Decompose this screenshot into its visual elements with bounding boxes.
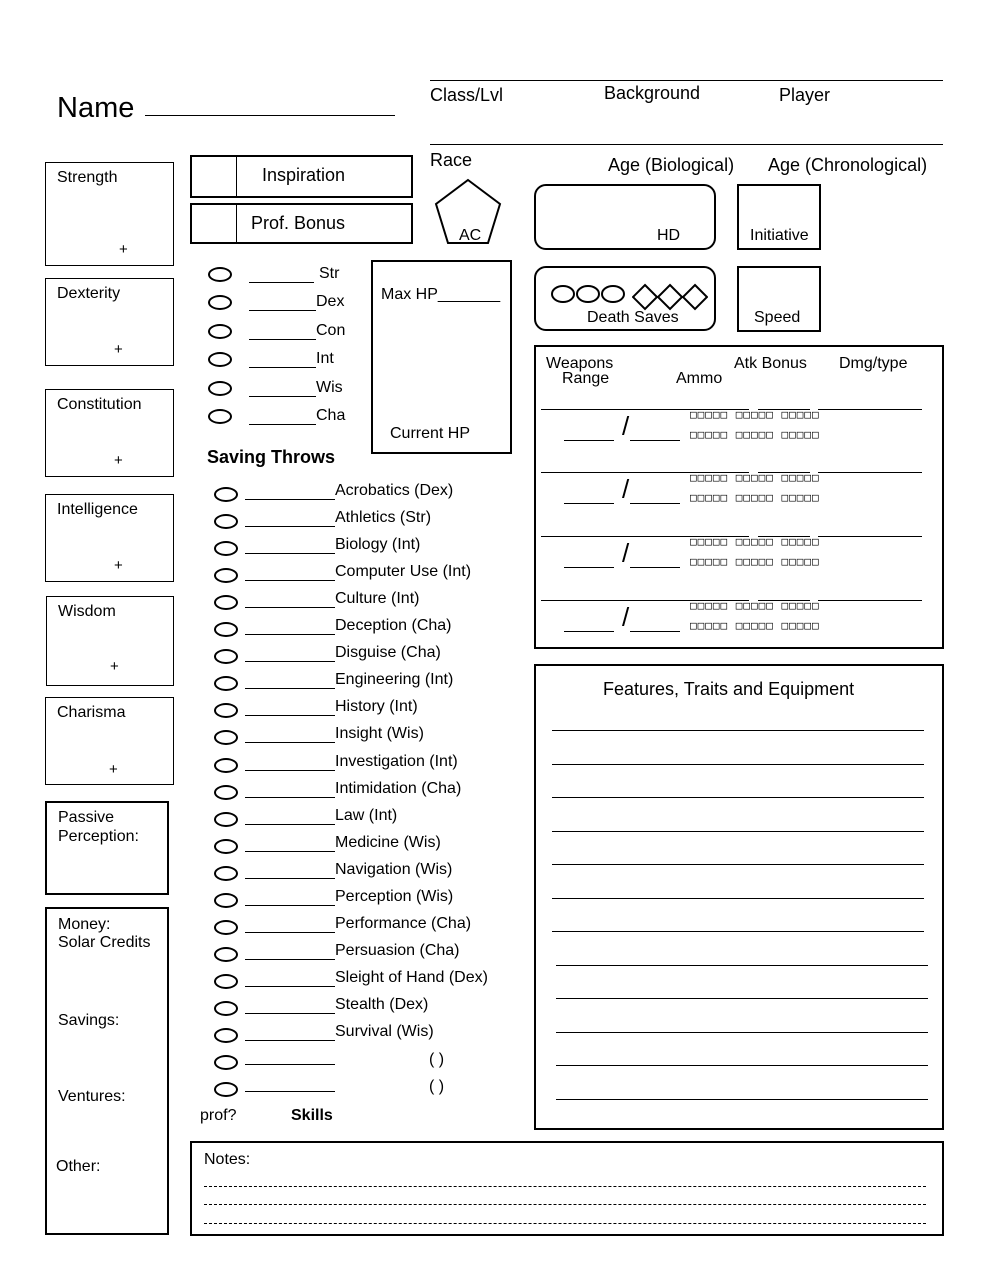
ventures-label: Ventures:	[58, 1088, 126, 1105]
skill-label: Intimidation (Cha)	[335, 780, 462, 797]
skill-modifier-field[interactable]	[245, 566, 335, 581]
solar-credits-label: Solar Credits	[58, 934, 151, 951]
skill-proficiency-toggle[interactable]	[214, 785, 238, 800]
dmg-type-field[interactable]	[818, 536, 922, 537]
feature-line[interactable]	[556, 1032, 928, 1033]
ammo-boxes[interactable]: □□□□□ □□□□□ □□□□□	[690, 535, 820, 548]
saving-throw-row	[249, 379, 343, 397]
hd-label: HD	[657, 227, 681, 244]
skill-row	[245, 969, 488, 987]
ammo-boxes[interactable]: □□□□□ □□□□□ □□□□□	[690, 491, 820, 504]
stat-box-strength[interactable]	[45, 162, 174, 266]
skill-label: Sleight of Hand (Dex)	[335, 969, 488, 986]
saving-throw-row	[249, 293, 344, 311]
name-label: Name	[57, 92, 135, 124]
skill-label: Investigation (Int)	[335, 753, 458, 770]
skill-proficiency-toggle[interactable]	[214, 839, 238, 854]
notes-line[interactable]	[204, 1186, 926, 1187]
stat-modifier: +	[119, 241, 128, 258]
skill-row	[245, 725, 424, 743]
saving-throw-row	[249, 265, 339, 283]
stat-modifier: +	[109, 761, 118, 778]
other-label: Other:	[56, 1158, 101, 1175]
ammo-boxes[interactable]: □□□□□ □□□□□ □□□□□	[690, 599, 820, 612]
range-label: Range	[562, 370, 610, 387]
skills-title: Skills	[291, 1107, 333, 1124]
name-field[interactable]	[145, 115, 395, 116]
skill-modifier-field[interactable]	[245, 891, 335, 906]
speed-box[interactable]	[737, 266, 821, 332]
player-label: Player	[779, 85, 831, 105]
money-box[interactable]	[45, 907, 169, 1235]
skill-label: Disguise (Cha)	[335, 644, 441, 661]
skill-modifier-field[interactable]	[245, 999, 335, 1014]
skill-row	[245, 644, 441, 662]
skill-label: Insight (Wis)	[335, 725, 424, 742]
feature-line[interactable]	[552, 730, 924, 731]
skill-label: Persuasion (Cha)	[335, 942, 460, 959]
range-slash: /	[622, 602, 630, 632]
header-mid-rule	[430, 144, 943, 145]
skill-modifier-field[interactable]	[245, 837, 335, 852]
ammo-boxes[interactable]: □□□□□ □□□□□ □□□□□	[690, 408, 820, 421]
skill-proficiency-toggle[interactable]	[214, 487, 238, 502]
skill-proficiency-toggle[interactable]	[214, 866, 238, 881]
skill-proficiency-toggle[interactable]	[214, 1055, 238, 1070]
save-proficiency-toggle[interactable]	[208, 267, 232, 282]
skill-row	[245, 888, 453, 906]
age-biological-label: Age (Biological)	[608, 155, 735, 175]
feature-line[interactable]	[556, 998, 928, 999]
background-label: Background	[604, 83, 701, 103]
skill-modifier-field[interactable]	[245, 674, 335, 689]
feature-line[interactable]	[556, 1099, 928, 1100]
skill-proficiency-toggle[interactable]	[214, 622, 238, 637]
save-proficiency-toggle[interactable]	[208, 409, 232, 424]
feature-line[interactable]	[552, 764, 924, 765]
stat-box-wisdom[interactable]	[46, 596, 174, 686]
atk-bonus-label: Atk Bonus	[734, 355, 807, 372]
save-label: Wis	[316, 379, 343, 396]
save-label: Cha	[316, 407, 346, 424]
skill-label: Engineering (Int)	[335, 671, 454, 688]
perception-label: Perception:	[58, 828, 139, 845]
skill-modifier-field[interactable]	[245, 945, 335, 960]
dmg-type-field[interactable]	[818, 600, 922, 601]
skill-modifier-field[interactable]	[245, 756, 335, 771]
range-long-field[interactable]	[630, 503, 680, 504]
stat-label: Constitution	[57, 396, 142, 413]
feature-line[interactable]	[556, 965, 928, 966]
save-modifier-field[interactable]	[249, 410, 316, 425]
passive-perception-box[interactable]	[45, 801, 169, 895]
ammo-boxes[interactable]: □□□□□ □□□□□ □□□□□	[690, 555, 820, 568]
skill-row	[245, 590, 419, 608]
save-modifier-field[interactable]	[249, 296, 316, 311]
stat-box-intelligence[interactable]	[45, 494, 174, 582]
skill-label: Performance (Cha)	[335, 915, 472, 932]
skill-proficiency-toggle[interactable]	[214, 758, 238, 773]
max-hp-label: Max HP_______	[381, 286, 501, 303]
hp-box[interactable]	[371, 260, 512, 454]
save-proficiency-toggle[interactable]	[208, 352, 232, 367]
speed-label: Speed	[754, 309, 801, 326]
save-label: Dex	[316, 293, 345, 310]
skill-row	[245, 509, 431, 527]
range-slash: /	[622, 474, 630, 504]
save-modifier-field[interactable]	[249, 325, 316, 340]
hit-dice-box[interactable]	[534, 184, 716, 250]
skill-row	[245, 915, 471, 933]
skill-row	[245, 753, 458, 771]
inspiration-label: Inspiration	[262, 165, 346, 185]
savings-label: Savings:	[58, 1012, 120, 1029]
skill-proficiency-toggle[interactable]	[214, 812, 238, 827]
ammo-boxes[interactable]: □□□□□ □□□□□ □□□□□	[690, 428, 820, 441]
skill-row	[245, 698, 418, 716]
stat-modifier: +	[114, 557, 123, 574]
range-short-field[interactable]	[564, 440, 614, 441]
ammo-boxes[interactable]: □□□□□ □□□□□ □□□□□	[690, 619, 820, 632]
save-proficiency-toggle[interactable]	[208, 381, 232, 396]
range-short-field[interactable]	[564, 503, 614, 504]
save-label: Int	[316, 350, 334, 367]
custom-skill-ability[interactable]: ( )	[429, 1078, 445, 1095]
skill-row	[245, 617, 452, 635]
skill-modifier-field[interactable]	[245, 539, 335, 554]
prof-bonus-value-cell[interactable]	[192, 205, 237, 242]
current-hp-label: Current HP	[390, 425, 471, 442]
skill-label: Navigation (Wis)	[335, 861, 453, 878]
skill-label: Culture (Int)	[335, 590, 420, 607]
save-proficiency-toggle[interactable]	[208, 295, 232, 310]
skill-proficiency-toggle[interactable]	[214, 947, 238, 962]
skill-modifier-field[interactable]	[245, 1026, 335, 1041]
skill-proficiency-toggle[interactable]	[214, 730, 238, 745]
dmg-type-label: Dmg/type	[839, 355, 908, 372]
skill-row	[245, 1050, 335, 1065]
skill-proficiency-toggle[interactable]	[214, 1001, 238, 1016]
weapons-label: Weapons	[546, 355, 614, 372]
skill-proficiency-toggle[interactable]	[214, 974, 238, 989]
skill-proficiency-toggle[interactable]	[214, 1082, 238, 1097]
skill-row	[245, 671, 453, 689]
skill-label: Medicine (Wis)	[335, 834, 441, 851]
inspiration-box[interactable]	[190, 155, 413, 198]
stat-label: Wisdom	[58, 603, 116, 620]
dmg-type-field[interactable]	[818, 472, 922, 473]
stat-label: Charisma	[57, 704, 126, 721]
saving-throw-row	[249, 350, 334, 368]
stat-box-constitution[interactable]	[45, 389, 174, 477]
skill-row	[245, 942, 460, 960]
header-top-rule	[430, 80, 943, 81]
notes-label: Notes:	[204, 1151, 251, 1168]
ammo-label: Ammo	[676, 370, 723, 387]
skill-proficiency-toggle[interactable]	[214, 568, 238, 583]
skill-row	[245, 536, 420, 554]
death-save-failures-icon[interactable]	[632, 283, 708, 311]
skill-proficiency-toggle[interactable]	[214, 703, 238, 718]
skill-label: History (Int)	[335, 698, 418, 715]
skill-modifier-field[interactable]	[245, 728, 335, 743]
skill-modifier-field[interactable]	[245, 647, 335, 662]
death-save-successes-icon[interactable]	[550, 282, 628, 306]
prof-bonus-box[interactable]	[190, 203, 413, 244]
skill-modifier-field[interactable]	[245, 701, 335, 716]
skill-label: Computer Use (Int)	[335, 563, 472, 580]
skill-row	[245, 563, 471, 581]
range-slash: /	[622, 538, 630, 568]
inspiration-value-cell[interactable]	[192, 157, 237, 196]
save-modifier-field[interactable]	[249, 268, 314, 283]
stat-modifier: +	[110, 658, 119, 675]
range-long-field[interactable]	[630, 567, 680, 568]
skill-row	[245, 482, 453, 500]
skill-proficiency-toggle[interactable]	[214, 893, 238, 908]
stat-label: Strength	[57, 169, 118, 186]
skill-proficiency-toggle[interactable]	[214, 676, 238, 691]
stat-label: Intelligence	[57, 501, 138, 518]
skill-label: Acrobatics (Dex)	[335, 482, 454, 499]
custom-skill-ability[interactable]: ( )	[429, 1051, 445, 1068]
stat-modifier: +	[114, 452, 123, 469]
weapons-box[interactable]	[534, 345, 944, 649]
skill-label: Deception (Cha)	[335, 617, 452, 634]
ammo-boxes[interactable]: □□□□□ □□□□□ □□□□□	[690, 471, 820, 484]
notes-box[interactable]	[190, 1141, 944, 1236]
feature-line[interactable]	[552, 931, 924, 932]
skill-label: Biology (Int)	[335, 536, 421, 553]
save-modifier-field[interactable]	[249, 382, 316, 397]
save-proficiency-toggle[interactable]	[208, 324, 232, 339]
skill-label: Law (Int)	[335, 807, 398, 824]
save-label: Con	[316, 322, 346, 339]
skill-label: Survival (Wis)	[335, 1023, 434, 1040]
age-chronological-label: Age (Chronological)	[768, 155, 928, 175]
feature-line[interactable]	[552, 864, 924, 865]
save-modifier-field[interactable]	[249, 353, 316, 368]
class-level-label: Class/Lvl	[430, 85, 504, 105]
features-title: Features, Traits and Equipment	[603, 679, 855, 699]
features-box[interactable]	[534, 664, 944, 1130]
feature-line[interactable]	[552, 831, 924, 832]
stat-box-charisma[interactable]	[45, 697, 174, 785]
race-label: Race	[430, 150, 473, 170]
skill-proficiency-toggle[interactable]	[214, 514, 238, 529]
death-saves-label: Death Saves	[587, 309, 679, 326]
skill-modifier-field[interactable]	[245, 593, 335, 608]
skill-modifier-field[interactable]	[245, 1050, 335, 1065]
initiative-box[interactable]	[737, 184, 821, 250]
skill-modifier-field[interactable]	[245, 810, 335, 825]
skill-row	[245, 834, 441, 852]
skill-proficiency-toggle[interactable]	[214, 649, 238, 664]
ac-label: AC	[459, 227, 482, 244]
range-short-field[interactable]	[564, 631, 614, 632]
save-label: Str	[319, 265, 340, 282]
stat-label: Dexterity	[57, 285, 121, 302]
skill-modifier-field[interactable]	[245, 485, 335, 500]
initiative-label: Initiative	[750, 227, 809, 244]
skill-proficiency-toggle[interactable]	[214, 1028, 238, 1043]
feature-line[interactable]	[552, 898, 924, 899]
saving-throw-row	[249, 322, 345, 340]
skill-modifier-field[interactable]	[245, 918, 335, 933]
skill-row	[245, 1023, 434, 1041]
notes-line[interactable]	[204, 1223, 926, 1224]
saving-throws-title: Saving Throws	[207, 447, 336, 467]
skill-modifier-field[interactable]	[245, 864, 335, 879]
dmg-type-field[interactable]	[818, 409, 922, 410]
skill-row	[245, 807, 397, 825]
skill-label: Perception (Wis)	[335, 888, 454, 905]
death-saves-box[interactable]	[534, 266, 716, 331]
skill-modifier-field[interactable]	[245, 972, 335, 987]
skill-label: Athletics (Str)	[335, 509, 432, 526]
feature-line[interactable]	[552, 797, 924, 798]
passive-label: Passive	[58, 809, 115, 826]
skill-modifier-field[interactable]	[245, 512, 335, 527]
skill-label: Stealth (Dex)	[335, 996, 429, 1013]
stat-modifier: +	[114, 341, 123, 358]
skill-row	[245, 861, 452, 879]
money-label: Money:	[58, 916, 111, 933]
skill-proficiency-toggle[interactable]	[214, 920, 238, 935]
skill-modifier-field[interactable]	[245, 1077, 335, 1092]
notes-line[interactable]	[204, 1204, 926, 1205]
skill-modifier-field[interactable]	[245, 620, 335, 635]
skill-proficiency-toggle[interactable]	[214, 595, 238, 610]
range-slash: /	[622, 411, 630, 441]
skill-row	[245, 1077, 335, 1092]
skill-proficiency-toggle[interactable]	[214, 541, 238, 556]
prof-column-label: prof?	[200, 1107, 237, 1124]
saving-throw-row	[249, 407, 345, 425]
skill-modifier-field[interactable]	[245, 783, 335, 798]
skill-row	[245, 780, 461, 798]
skill-row	[245, 996, 428, 1014]
range-short-field[interactable]	[564, 567, 614, 568]
feature-line[interactable]	[556, 1065, 928, 1066]
prof-bonus-label: Prof. Bonus	[251, 213, 346, 233]
range-long-field[interactable]	[630, 440, 680, 441]
stat-box-dexterity[interactable]	[45, 278, 174, 366]
range-long-field[interactable]	[630, 631, 680, 632]
